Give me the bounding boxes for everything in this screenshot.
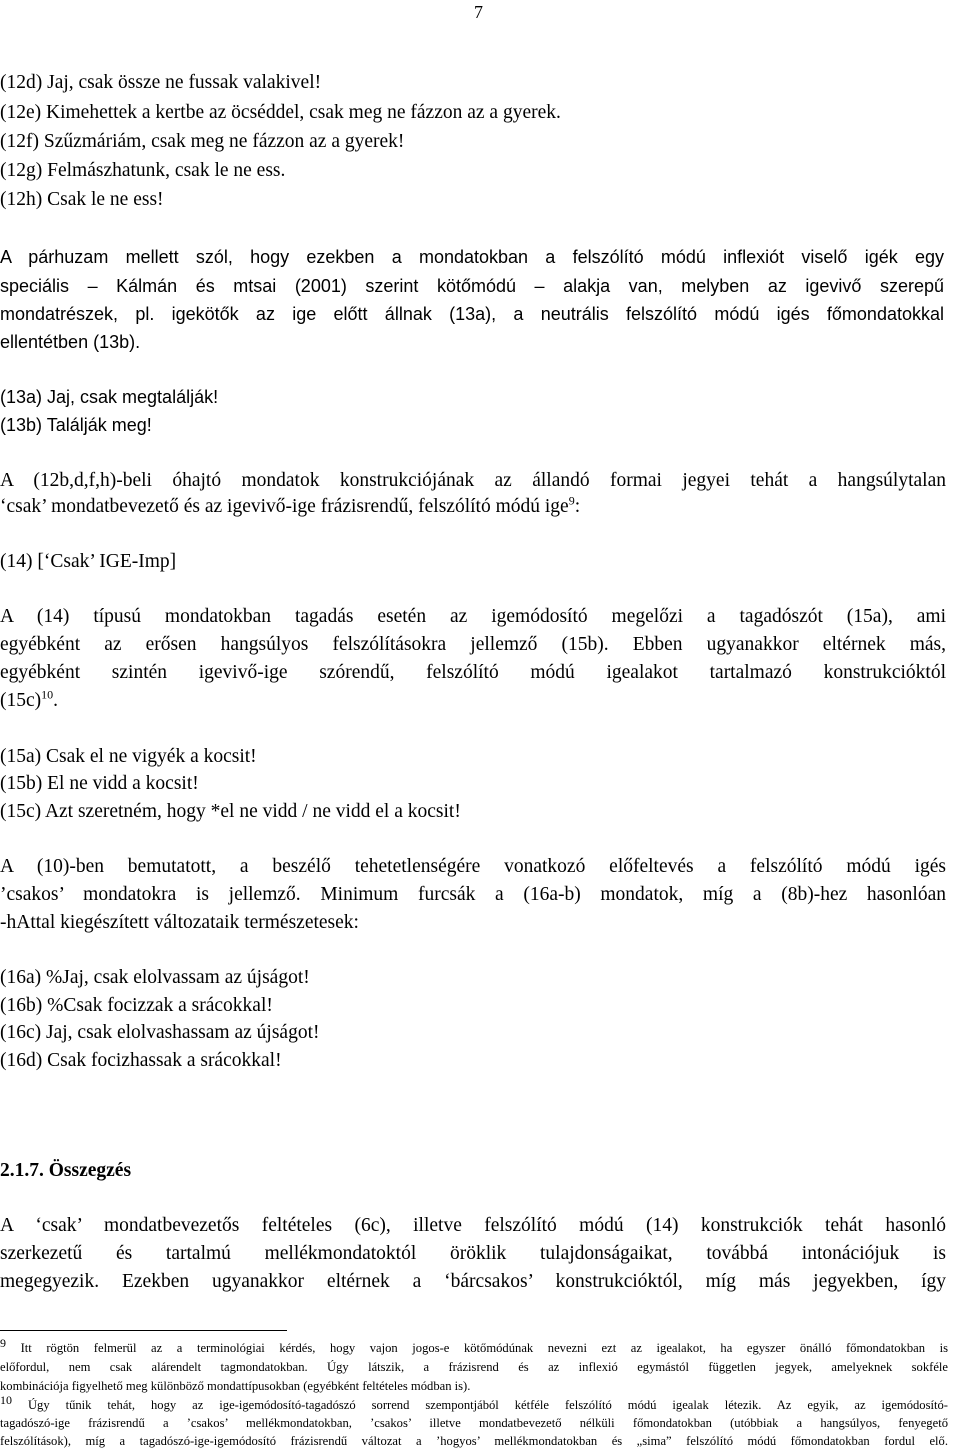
formula-14: (14) [‘Csak’ IGE-Imp]: [0, 551, 177, 572]
example-line: (12e) Kimehettek a kertbe az öcséddel, csak meg ne fázzon az a gyerek.: [0, 102, 561, 123]
footnote-line: felszólítások), míg a tagadószó-ige-igemódosító frázisrendű változat a ’hogyos’ mellékmondatokban és „sima” felszólító módú főmondatokban fordul elő.: [0, 1434, 948, 1448]
paragraph-line: egyébként az erősen hangsúlyos felszólításokra jellemző (15b). Ebben ugyanakkor eltérnek más,: [0, 634, 946, 655]
example-line: (16c) Jaj, csak elolvashassam az újságot!: [0, 1022, 320, 1043]
paragraph-line: A párhuzam mellett szól, hogy ezekben a mondatokban a felszólító módú inflexiót viselő igék egy: [0, 247, 944, 267]
paragraph-line: speciális – Kálmán és mtsai (2001) szerint kötőmódú – alakja van, melyben az igevivő szerepű: [0, 276, 944, 296]
paragraph-line: A (14) típusú mondatokban tagadás esetén az igemódosító megelőzi a tagadószót (15a), ami: [0, 606, 946, 627]
example-line: (15a) Csak el ne vigyék a kocsit!: [0, 746, 257, 767]
paragraph-line: -hAttal kiegészített változataik természetesek:: [0, 912, 359, 933]
example-line: (16b) %Csak focizzak a srácokkal!: [0, 995, 273, 1016]
paragraph-text: :: [574, 496, 581, 517]
paragraph-line: [0, 689, 58, 713]
footnote-text: Itt rögtön felmerül az a terminológiai kérdés, hogy vajon jogos-e kötőmódúnak nevezni ezt az igealakot, ha egyszer önálló főmondatokban is: [6, 1341, 948, 1355]
paragraph-line: mondatrészek, pl. igekötők az ige előtt állnak (13a), a neutrális felszólító módú igés főmondatokkal: [0, 304, 944, 324]
footnote-line: [0, 1335, 948, 1356]
footnote-line: tagadószó-ige frázisrendű a ’csakos’ mellékmondatokban, ’csakos’ illetve mondatbevezető nélküli főmondatokban (utóbbiak a hangsúlyos, fenyegető: [0, 1416, 948, 1430]
example-line: (12h) Csak le ne ess!: [0, 189, 164, 210]
footnote-ref-10[interactable]: 10: [41, 687, 54, 702]
paragraph-line: egyébként szintén igevivő-ige szórendű, felszólító módú igealakot tartalmazó konstrukcióktól: [0, 662, 946, 683]
footnote-ref-9[interactable]: 9: [568, 493, 575, 508]
example-line: (13a) Jaj, csak megtalálják!: [0, 387, 219, 407]
paragraph-line: ellentétben (13b).: [0, 332, 141, 352]
section-heading: 2.1.7. Összegzés: [0, 1160, 132, 1181]
footnote-divider: [0, 1330, 287, 1331]
example-line: (16a) %Jaj, csak elolvassam az újságot!: [0, 967, 310, 988]
example-line: (12f) Szűzmáriám, csak meg ne fázzon az a gyerek!: [0, 131, 405, 152]
paragraph-line: [0, 495, 580, 519]
paragraph-line: A ‘csak’ mondatbevezetős feltételes (6c), illetve felszólító módú (14) konstrukciók tehát hasonló: [0, 1215, 946, 1236]
footnote-marker: 10: [0, 1392, 12, 1407]
paragraph-line: ’csakos’ mondatokra is jellemző. Minimum furcsák a (16a-b) mondatok, míg a (8b)-hez hasonlóan: [0, 884, 946, 905]
footnote-line: kombinációja figyelhető meg különböző mondattípusokban (egyébként feltételes módban is).: [0, 1379, 471, 1393]
page-number: 7: [474, 2, 483, 22]
example-line: (15b) El ne vidd a kocsit!: [0, 773, 199, 794]
example-line: (12d) Jaj, csak össze ne fussak valakivel!: [0, 72, 322, 93]
paragraph-line: szerkezetű és tartalmú mellékmondatoktól öröklik tulajdonságaikat, továbbá intonációjuk is: [0, 1243, 946, 1264]
paragraph-text: ‘csak’ mondatbevezető és az igevivő-ige frázisrendű, felszólító módú ige: [0, 496, 569, 517]
example-line: (13b) Találják meg!: [0, 415, 152, 435]
paragraph-text: .: [53, 690, 59, 711]
paragraph-line: A (12b,d,f,h)-beli óhajtó mondatok konstrukciójának az állandó formai jegyei tehát a hangsúlytalan: [0, 470, 946, 491]
paragraph-line: A (10)-ben bemutatott, a beszélő tehetetlenségére vonatkozó előfeltevés a felszólító módú igés: [0, 856, 946, 877]
example-line: (12g) Felmászhatunk, csak le ne ess.: [0, 160, 286, 181]
paragraph-text: (15c): [0, 690, 42, 711]
example-line: (16d) Csak focizhassak a srácokkal!: [0, 1050, 282, 1071]
example-line: (15c) Azt szeretném, hogy *el ne vidd / ne vidd el a kocsit!: [0, 801, 461, 822]
footnote-line: [0, 1392, 948, 1413]
paragraph-line: megegyezik. Ezekben ugyanakkor eltérnek a ‘bárcsakos’ konstrukcióktól, míg más jegyekben, így: [0, 1271, 946, 1292]
footnote-line: előfordul, nem csak alárendelt tagmondatokban. Úgy látszik, a frázisrend és az inflexió egymástól független jegyek, amelyeknek sokféle: [0, 1360, 948, 1374]
footnote-marker: 9: [0, 1335, 6, 1350]
footnote-text: Úgy tűnik tehát, hogy az ige-igemódosító-tagadószó sorrend szempontjából kétféle felszólító módú igealak létezik. Az egyik, az igemódosító-: [12, 1398, 948, 1412]
